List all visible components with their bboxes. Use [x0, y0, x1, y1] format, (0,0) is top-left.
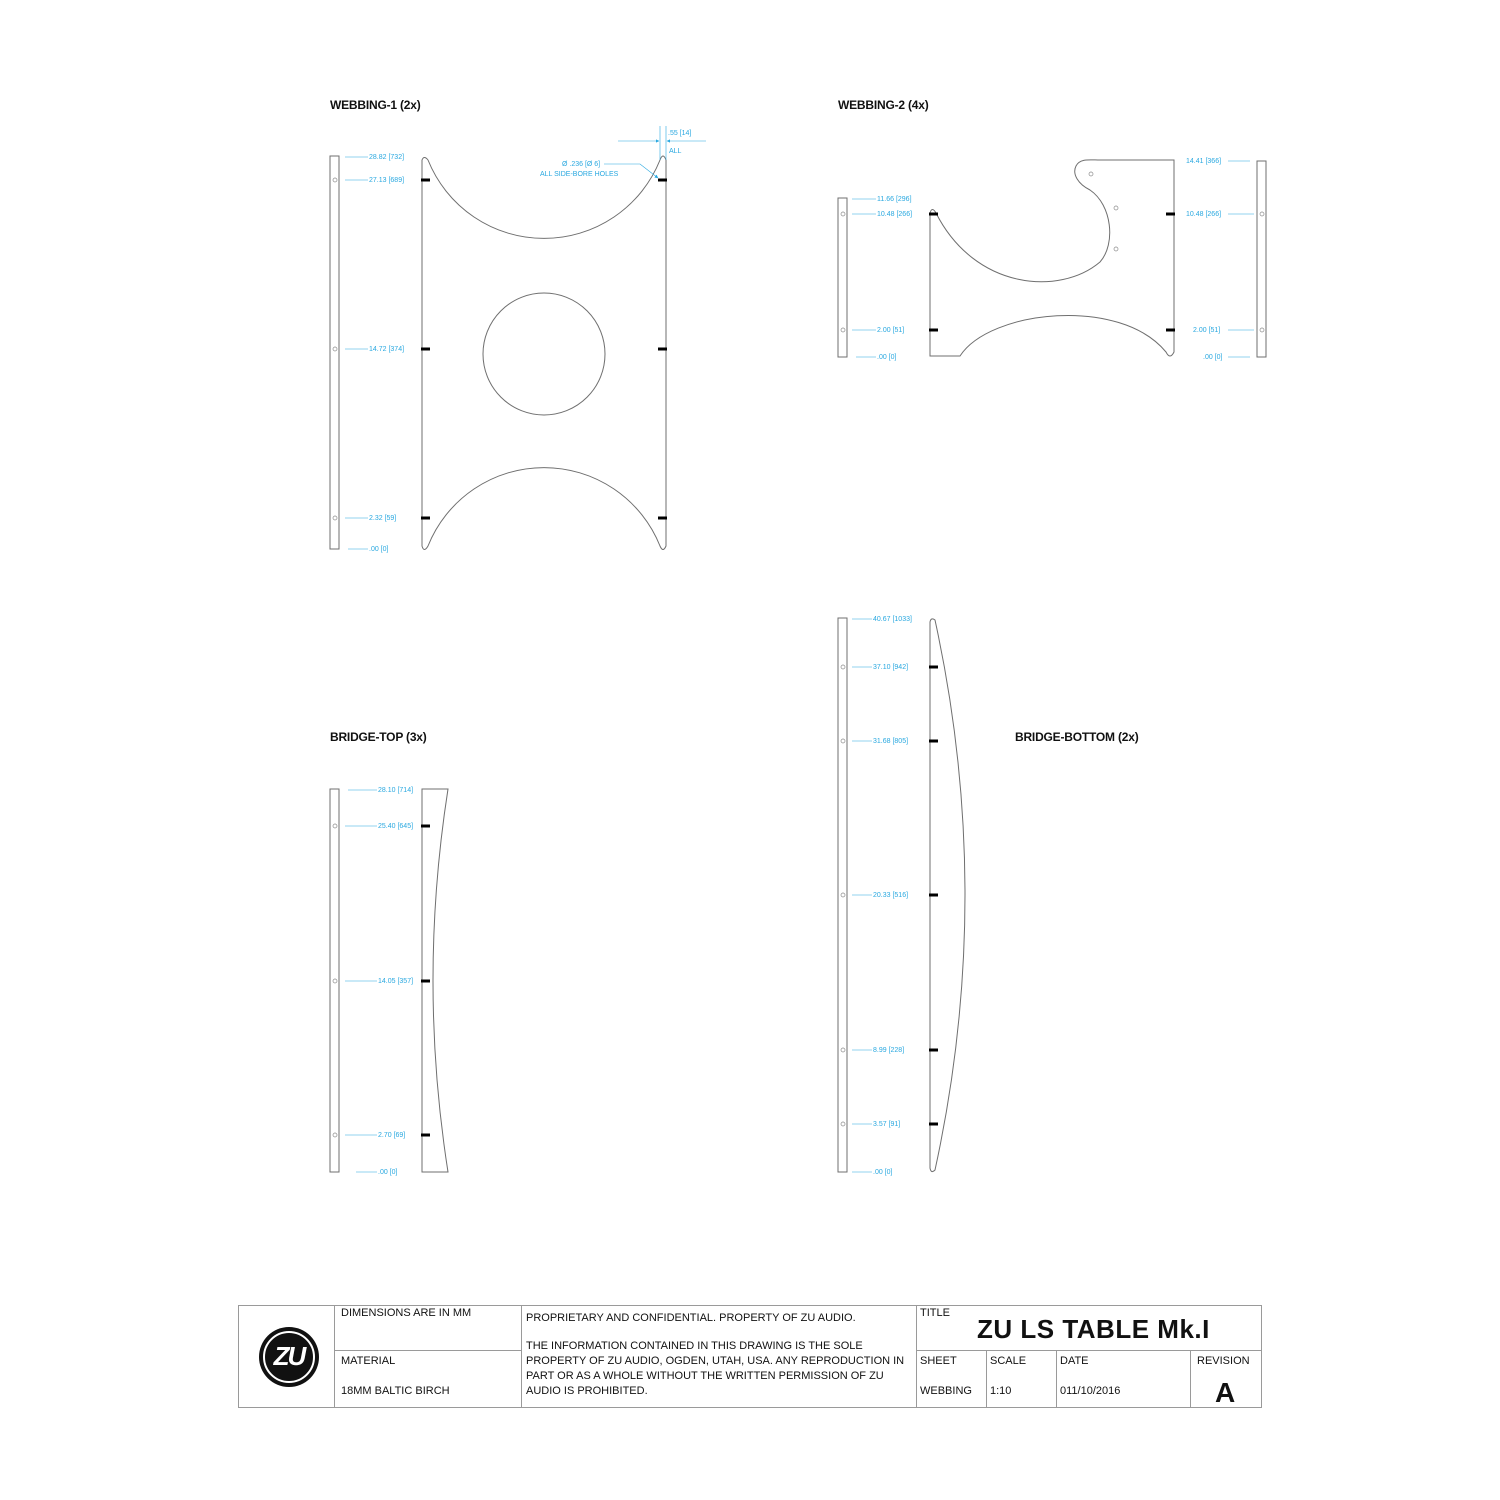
proprietary-line-2: THE INFORMATION CONTAINED IN THIS DRAWING IS THE SOLE PROPERTY OF ZU AUDIO, OGDEN, UTAH, USA. ANY REPRODUCTION IN PART OR AS A WHOLE WITHOUT THE WRITTEN PERMISSION OF ZU AUDIO IS PROHIBITED. — [526, 1340, 905, 1397]
dim-label: 2.70 [69] — [378, 1132, 406, 1139]
assembly-hole — [1114, 206, 1118, 210]
title-block — [238, 1305, 1262, 1408]
dim-label: .00 [0] — [369, 546, 389, 553]
dim-label: 40.67 [1033] — [873, 616, 912, 623]
material-cell — [335, 1351, 522, 1407]
revision-cell — [1191, 1351, 1261, 1407]
dim-label: 2.00 [51] — [877, 327, 905, 334]
edge-dim-all: ALL — [669, 148, 682, 155]
side-bore-hole — [1260, 212, 1264, 216]
drawing-title: ZU LS TABLE Mk.I — [977, 1314, 1210, 1344]
dim-label: 14.72 [374] — [369, 346, 405, 353]
scale-label: SCALE — [990, 1355, 1027, 1367]
side-bore-hole — [841, 665, 845, 669]
side-bore-hole — [841, 212, 845, 216]
dim-label: .00 [0] — [877, 354, 897, 361]
webbing-1-view — [330, 98, 706, 553]
dim-label: 27.13 [689] — [369, 177, 405, 184]
webbing-1-title: WEBBING-1 (2x) — [330, 98, 421, 112]
webbing-2-title: WEBBING-2 (4x) — [838, 98, 929, 112]
side-bore-hole — [333, 1133, 337, 1137]
dimensions-cell — [335, 1306, 522, 1351]
webbing-2-outline — [930, 160, 1174, 356]
dim-label: .00 [0] — [1203, 354, 1223, 361]
bridge-top-title: BRIDGE-TOP (3x) — [330, 730, 427, 744]
assembly-hole — [1089, 172, 1093, 176]
scale-value: 1:10 — [990, 1385, 1012, 1397]
side-bore-hole — [841, 893, 845, 897]
title-label: TITLE — [920, 1307, 950, 1319]
side-bore-hole — [841, 328, 845, 332]
dim-label: 2.32 [59] — [369, 515, 397, 522]
dim-label: 3.57 [91] — [873, 1121, 901, 1128]
side-bore-hole — [333, 516, 337, 520]
webbing-1-center-cutout — [483, 293, 605, 415]
side-bore-hole — [333, 347, 337, 351]
dim-label: 10.48 [266] — [877, 211, 913, 218]
webbing-2-edge-view-right — [1257, 161, 1266, 357]
title-cell — [917, 1306, 1261, 1351]
side-bore-hole — [333, 979, 337, 983]
dim-label: 14.05 [357] — [378, 978, 414, 985]
zu-audio-logo: ZU — [259, 1327, 319, 1387]
dimensions-note: DIMENSIONS ARE IN MM — [341, 1307, 472, 1319]
webbing-2-view — [838, 98, 1266, 361]
date-value: 011/10/2016 — [1060, 1385, 1121, 1397]
assembly-hole — [1114, 247, 1118, 251]
scale-cell — [987, 1351, 1057, 1407]
dim-label: 11.66 [296] — [877, 196, 912, 203]
side-bore-hole — [841, 739, 845, 743]
dim-label: .00 [0] — [378, 1169, 398, 1176]
dim-label: 8.99 [228] — [873, 1047, 905, 1054]
proprietary-notice-cell — [522, 1306, 917, 1407]
bridge-bottom-title: BRIDGE-BOTTOM (2x) — [1015, 730, 1139, 744]
sheet-label: SHEET — [920, 1355, 957, 1367]
webbing-1-edge-view — [330, 156, 339, 549]
dim-label: 10.48 [266] — [1186, 211, 1222, 218]
material-label: MATERIAL — [341, 1355, 396, 1367]
side-bore-hole — [333, 178, 337, 182]
proprietary-line-1: PROPRIETARY AND CONFIDENTIAL. PROPERTY OF ZU AUDIO. — [526, 1312, 856, 1324]
webbing-1-outline — [422, 156, 666, 550]
edge-dim-label: .55 [14] — [668, 130, 692, 137]
sheet-cell — [917, 1351, 987, 1407]
dim-label: 31.68 [805] — [873, 738, 909, 745]
revision-value: A — [1215, 1377, 1236, 1408]
hole-diameter-note: Ø .236 [Ø 6] — [562, 161, 601, 168]
dim-label: 28.82 [732] — [369, 154, 405, 161]
date-label: DATE — [1060, 1355, 1089, 1367]
revision-label: REVISION — [1197, 1355, 1250, 1367]
sheet-value: WEBBING — [920, 1385, 972, 1397]
hole-note-line2: ALL SIDE-BORE HOLES — [540, 171, 619, 178]
dim-label: 14.41 [366] — [1186, 158, 1222, 165]
dim-label: .00 [0] — [873, 1169, 893, 1176]
side-bore-hole — [841, 1122, 845, 1126]
dim-label: 37.10 [942] — [873, 664, 909, 671]
dim-label: 28.10 [714] — [378, 787, 414, 794]
side-bore-hole — [1260, 328, 1264, 332]
logo-cell — [239, 1306, 335, 1407]
dim-label: 20.33 [516] — [873, 892, 909, 899]
side-bore-hole — [841, 1048, 845, 1052]
bridge-bottom-view — [838, 616, 1139, 1176]
material-value: 18MM BALTIC BIRCH — [341, 1385, 450, 1397]
dim-label: 25.40 [645] — [378, 823, 414, 830]
date-cell — [1057, 1351, 1191, 1407]
bridge-top-view — [330, 730, 448, 1176]
side-bore-hole — [333, 824, 337, 828]
webbing-2-edge-view-left — [838, 198, 847, 357]
dim-label: 2.00 [51] — [1193, 327, 1221, 334]
